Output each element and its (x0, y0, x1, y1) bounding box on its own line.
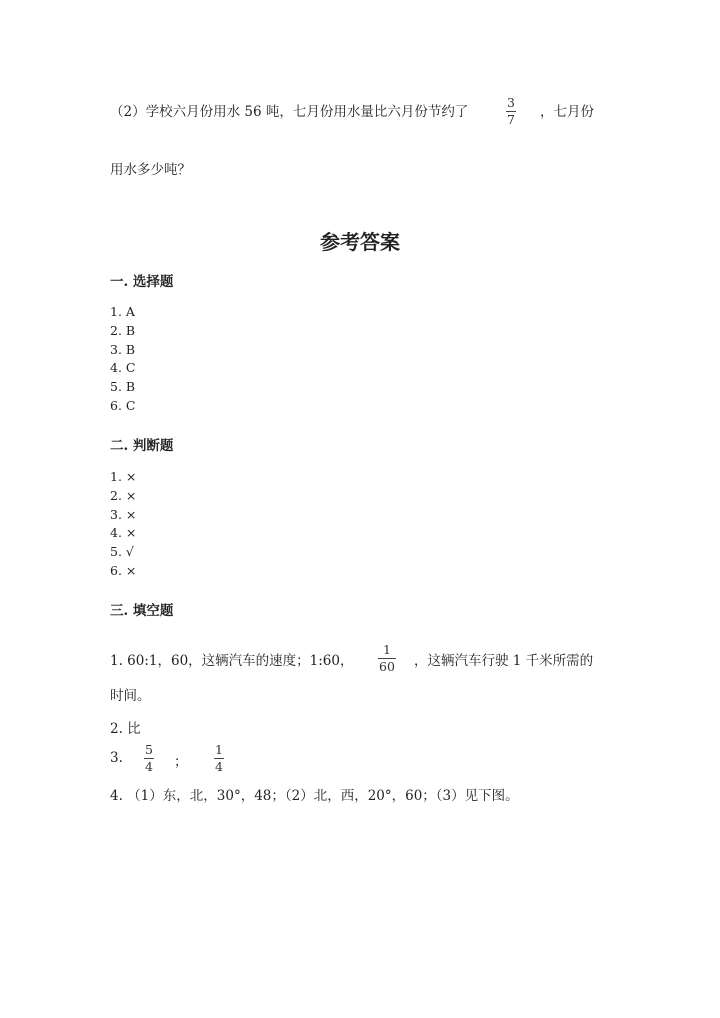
question-fraction (506, 96, 516, 127)
list-item: 3. × (110, 506, 137, 522)
list-item: 4. C (110, 360, 136, 376)
list-item: 3. B (110, 341, 136, 357)
fill-item1-text: 1. 60:1，60，这辆汽车的速度；1:60， (110, 653, 354, 669)
fill-item1-tail: ，这辆汽车行驶 1 千米所需的 (414, 653, 594, 669)
section-judge-title: 二. 判断题 (110, 438, 174, 454)
section-fill-title: 三. 填空题 (110, 603, 174, 619)
fraction-denominator: 60 (379, 659, 395, 674)
list-item: 5. √ (110, 544, 134, 560)
list-item: 4. × (110, 525, 137, 541)
question-line1-tail: ，七月份 (540, 104, 594, 120)
list-item: 1. A (110, 304, 135, 319)
answer-title: 参考答案 (320, 230, 400, 254)
list-item: 6. × (110, 562, 137, 578)
section-choice-title: 一. 选择题 (110, 274, 174, 290)
question-line2-text: 用水多少吨？ (110, 162, 191, 178)
fill-item3-fraction-1 (144, 743, 154, 774)
list-item: 6. C (110, 397, 136, 413)
fill-item3-fraction-2 (214, 743, 224, 774)
fill-item1-fraction (378, 643, 396, 674)
fraction-numerator: 5 (145, 742, 153, 757)
choice-answer-list (110, 303, 135, 416)
list-item: 2. B (110, 322, 136, 338)
question-line1-text: （2）学校六月份用水 56 吨，七月份用水量比六月份节约了 (110, 104, 469, 120)
judge-answer-list (110, 468, 136, 581)
fill-item2-text: 2. 比 (110, 721, 141, 737)
fraction-denominator: 4 (145, 759, 153, 774)
fraction-numerator: 1 (215, 742, 223, 757)
fraction-denominator: 7 (507, 112, 515, 127)
list-item: 2. × (110, 487, 137, 503)
list-item: 1. × (110, 469, 137, 484)
list-item: 5. B (110, 379, 136, 395)
fill-item3-separator: ； (174, 754, 188, 770)
fraction-numerator: 3 (507, 95, 515, 110)
fraction-numerator: 1 (382, 642, 391, 657)
fill-item3-label: 3. (110, 750, 123, 766)
fill-item1-line2: 时间。 (110, 688, 151, 704)
fill-item4-text: 4. （1）东，北，30°，48；（2）北，西，20°，60；（3）见下图。 (110, 788, 519, 804)
fraction-denominator: 4 (215, 759, 223, 774)
